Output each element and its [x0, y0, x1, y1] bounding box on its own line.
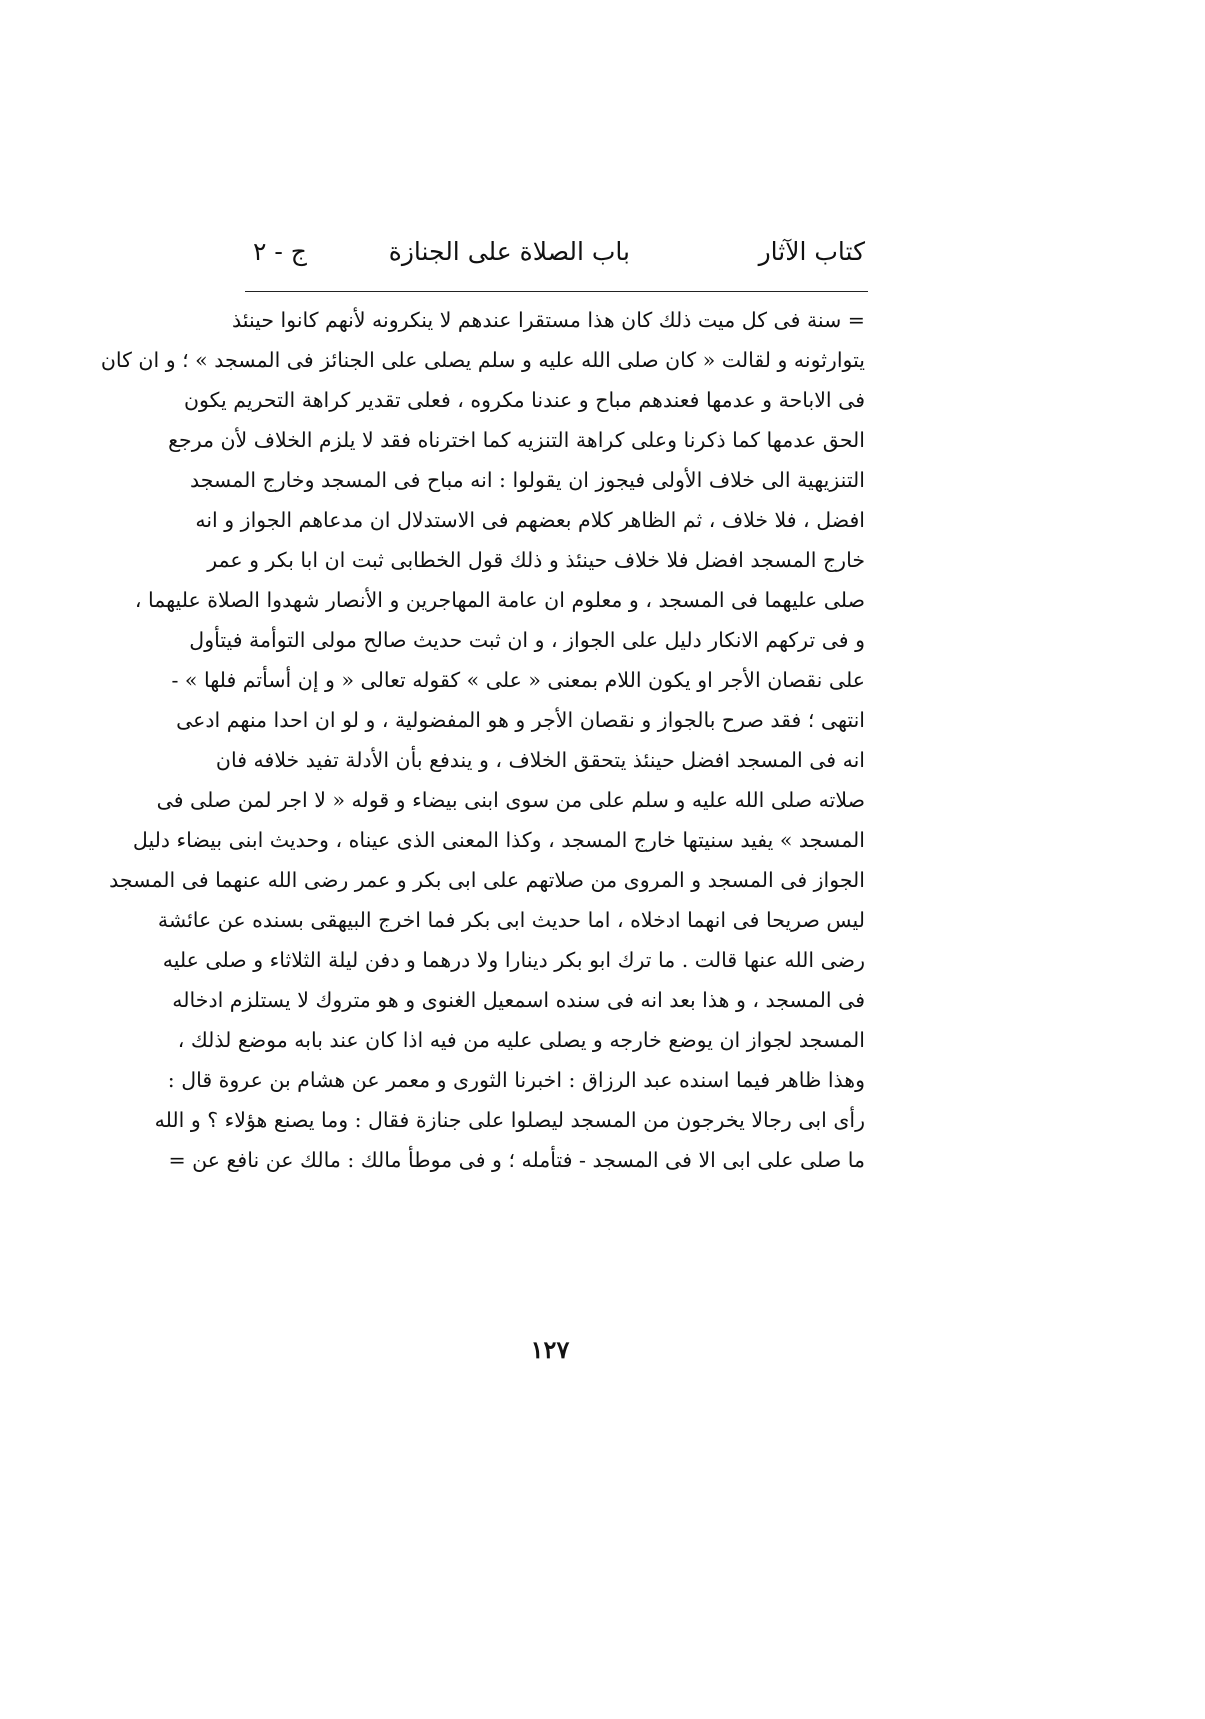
- text-line: الجواز فى المسجد و المروى من صلاتهم على ابى بكر و عمر رضى الله عنهما فى المسجد: [109, 868, 865, 892]
- text-line: ليس صريحا فى انهما ادخلاه ، اما حديث ابى بكر فما اخرج البيهقى بسنده عن عائشة: [157, 908, 865, 932]
- text-line: خارج المسجد افضل فلا خلاف حينئذ و ذلك قول الخطابى ثبت ان ابا بكر و عمر: [207, 548, 865, 572]
- text-line: المسجد لجواز ان يوضع خارجه و يصلى عليه من فيه اذا كان عند بابه موضع لذلك ،: [177, 1028, 865, 1052]
- text-line: = سنة فى كل ميت ذلك كان هذا مستقرا عندهم لا ينكرونه لأنهم كانوا حينئذ: [232, 308, 865, 332]
- text-line: صلاته صلى الله عليه و سلم على من سوى ابنى بيضاء و قوله « لا اجر لمن صلى فى: [156, 788, 865, 812]
- volume-label: ج - ٢: [253, 237, 307, 266]
- body-text: [100, 300, 865, 1180]
- text-line: افضل ، فلا خلاف ، ثم الظاهر كلام بعضهم فى الاستدلال ان مدعاهم الجواز و انه: [195, 508, 865, 532]
- text-line: المسجد » يفيد سنيتها خارج المسجد ، وكذا المعنى الذى عيناه ، وحديث ابنى بيضاء دليل: [132, 828, 865, 852]
- text-line: فى المسجد ، و هذا بعد انه فى سنده اسمعيل الغنوى و هو متروك لا يستلزم ادخاله: [172, 988, 865, 1012]
- header-rule: [245, 291, 868, 292]
- page-number: ١٢٧: [530, 1335, 570, 1364]
- text-line: رضى الله عنها قالت . ما ترك ابو بكر دينارا ولا درهما و دفن ليلة الثلاثاء و صلى عليه: [162, 948, 865, 972]
- text-line: و فى تركهم الانكار دليل على الجواز ، و ان ثبت حديث صالح مولى التوأمة فيتأول: [189, 628, 865, 652]
- text-line: الحق عدمها كما ذكرنا وعلى كراهة التنزيه كما اخترناه فقد لا يلزم الخلاف لأن مرجع: [168, 428, 865, 452]
- chapter-title: باب الصلاة على الجنازة: [388, 237, 630, 266]
- text-line: فى الاباحة و عدمها فعندهم مباح و عندنا مكروه ، فعلى تقدير كراهة التحريم يكون: [184, 388, 865, 412]
- text-line: صلى عليهما فى المسجد ، و معلوم ان عامة المهاجرين و الأنصار شهدوا الصلاة عليهما ،: [134, 588, 865, 612]
- running-header: [245, 232, 865, 272]
- book-title: كتاب الآثار: [758, 237, 865, 266]
- text-line: انتهى ؛ فقد صرح بالجواز و نقصان الأجر و هو المفضولية ، و لو ان احدا منهم ادعى: [176, 708, 865, 732]
- text-line: رأى ابى رجالا يخرجون من المسجد ليصلوا على جنازة فقال : وما يصنع هؤلاء ؟ و الله: [154, 1108, 865, 1132]
- text-line: ما صلى على ابى الا فى المسجد - فتأمله ؛ و فى موطأ مالك : مالك عن نافع عن =: [168, 1148, 865, 1172]
- text-line: على نقصان الأجر او يكون اللام بمعنى « على » كقوله تعالى « و إن أسأتم فلها » -: [171, 668, 865, 692]
- text-line: يتوارثونه و لقالت « كان صلى الله عليه و سلم يصلى على الجنائز فى المسجد » ؛ و ان كان: [100, 348, 865, 372]
- text-line: وهذا ظاهر فيما اسنده عبد الرزاق : اخبرنا الثورى و معمر عن هشام بن عروة قال :: [167, 1068, 865, 1092]
- text-line: التنزيهية الى خلاف الأولى فيجوز ان يقولوا : انه مباح فى المسجد وخارج المسجد: [189, 468, 865, 492]
- text-line: انه فى المسجد افضل حينئذ يتحقق الخلاف ، و يندفع بأن الأدلة تفيد خلافه فان: [215, 748, 865, 772]
